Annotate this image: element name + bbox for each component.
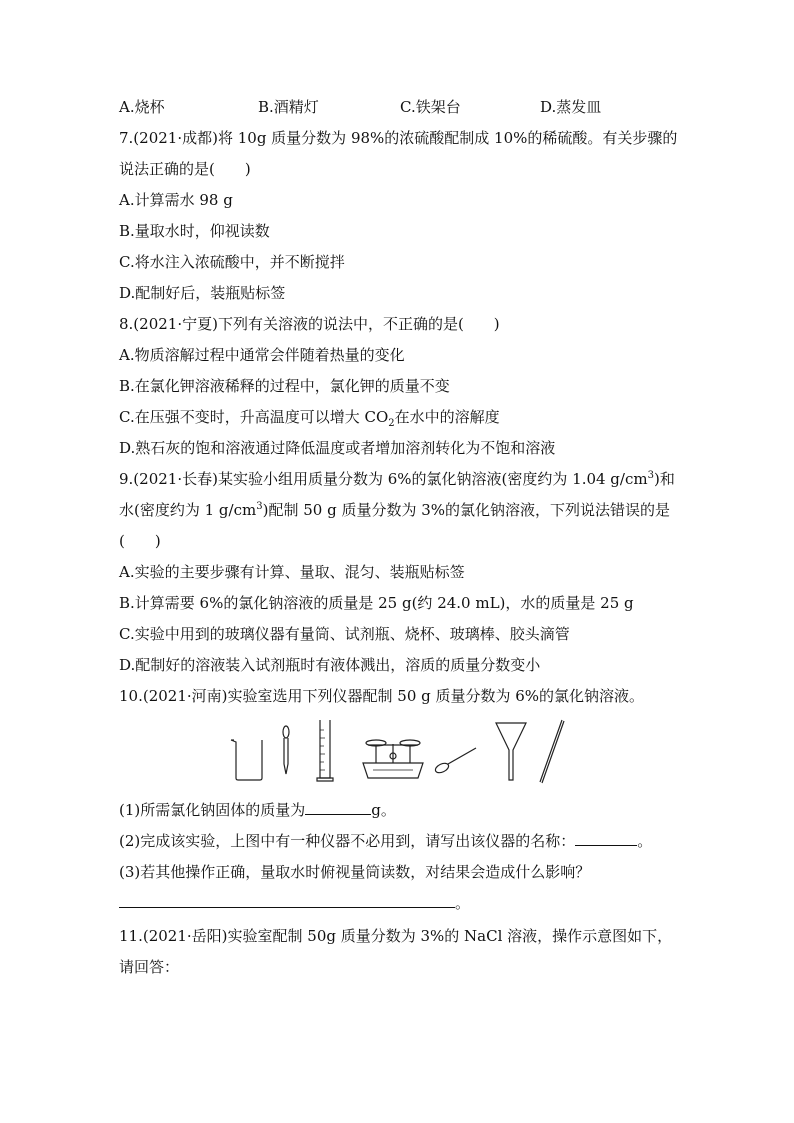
q10-sub3: (3)若其他操作正确，量取水时俯视量筒读数，对结果会造成什么影响？ (119, 863, 591, 881)
q11-stem-line1: 11.(2021·岳阳)实验室配制 50g 质量分数为 3%的 NaCl 溶液，操作示意图如下， (119, 927, 673, 945)
q10-sub3-answer-line (119, 892, 470, 914)
q8-option-a: A.物质溶解过程中通常会伴随着热量的变化 (119, 346, 405, 364)
q8-option-c (119, 406, 500, 428)
q9-option-a: A.实验的主要步骤有计算、量取、混匀、装瓶贴标签 (119, 563, 465, 581)
q9-option-d: D.配制好的溶液装入试剂瓶时有液体溅出，溶质的质量分数变小 (119, 656, 541, 674)
q10-sub1-answer-blank[interactable] (305, 800, 371, 815)
q10-sub3-end: 。 (455, 894, 471, 912)
q9-line2-text: 水(密度约为 1 g/cm (119, 501, 257, 519)
q9-line1-text-end: )和 (653, 470, 675, 488)
q10-sub2-answer-blank[interactable] (575, 831, 637, 846)
q10-sub2-end: 。 (637, 832, 653, 850)
q10-sub1-unit: g。 (371, 801, 396, 819)
q7-stem-line2: 说法正确的是( ) (119, 160, 251, 178)
q7-option-a: A.计算需水 98 g (119, 191, 233, 209)
q9-line2-text-end: )配制 50 g 质量分数为 3%的氯化钠溶液，下列说法错误的是 (262, 501, 671, 519)
balance-icon (363, 740, 423, 778)
lab-instruments-figure (228, 718, 568, 788)
q10-stem: 10.(2021·河南)实验室选用下列仪器配制 50 g 质量分数为 6%的氯化钠溶液。 (119, 687, 645, 705)
q7-stem-line1: 7.(2021·成都)将 10g 质量分数为 98%的浓硫酸配制成 10%的稀硫酸。有关步骤的 (119, 129, 678, 147)
q9-stem-line3: ( ) (119, 532, 161, 550)
glass-rod-icon (540, 720, 564, 783)
q9-line1-text: 9.(2021·长春)某实验小组用质量分数为 6%的氯化钠溶液(密度约为 1.04 g/cm (119, 470, 648, 488)
q10-sub3-answer-blank[interactable] (119, 893, 455, 908)
q8-stem: 8.(2021·宁夏)下列有关溶液的说法中，不正确的是( ) (119, 315, 500, 333)
q9-line1-superscript: 3 (647, 470, 654, 481)
q6-option-d: D.蒸发皿 (540, 98, 602, 116)
funnel-icon (496, 723, 526, 780)
q6-option-c: C.铁架台 (400, 98, 461, 116)
q7-option-c: C.将水注入浓硫酸中，并不断搅拌 (119, 253, 345, 271)
q8-option-d: D.熟石灰的饱和溶液通过降低温度或者增加溶剂转化为不饱和溶液 (119, 439, 556, 457)
spoon-icon (434, 748, 476, 775)
q10-sub2-text: (2)完成该实验，上图中有一种仪器不必用到，请写出该仪器的名称： (119, 832, 576, 850)
q9-option-c: C.实验中用到的玻璃仪器有量筒、试剂瓶、烧杯、玻璃棒、胶头滴管 (119, 625, 570, 643)
q8-option-b: B.在氯化钾溶液稀释的过程中，氯化钾的质量不变 (119, 377, 450, 395)
q8-option-c-text-end: 在水中的溶解度 (394, 408, 500, 426)
q7-option-b: B.量取水时，仰视读数 (119, 222, 270, 240)
beaker-icon (231, 740, 262, 780)
q7-option-d: D.配制好后，装瓶贴标签 (119, 284, 286, 302)
q8-option-c-text: C.在压强不变时，升高温度可以增大 CO (119, 408, 389, 426)
dropper-icon (283, 726, 289, 774)
q6-option-b: B.酒精灯 (258, 98, 319, 116)
q9-option-b: B.计算需要 6%的氯化钠溶液的质量是 25 g(约 24.0 mL)，水的质量是 25 g (119, 594, 634, 612)
q10-sub1 (119, 799, 396, 821)
q9-stem-line1 (119, 468, 675, 490)
q10-sub2 (119, 830, 652, 852)
graduated-cylinder-icon (317, 720, 333, 781)
q9-line2-superscript: 3 (256, 501, 263, 512)
q6-option-a: A.烧杯 (119, 98, 165, 116)
q11-stem-line2: 请回答： (119, 958, 180, 976)
q9-stem-line2 (119, 499, 670, 521)
q10-sub1-text: (1)所需氯化钠固体的质量为 (119, 801, 306, 819)
q8-option-c-subscript: 2 (388, 418, 395, 429)
